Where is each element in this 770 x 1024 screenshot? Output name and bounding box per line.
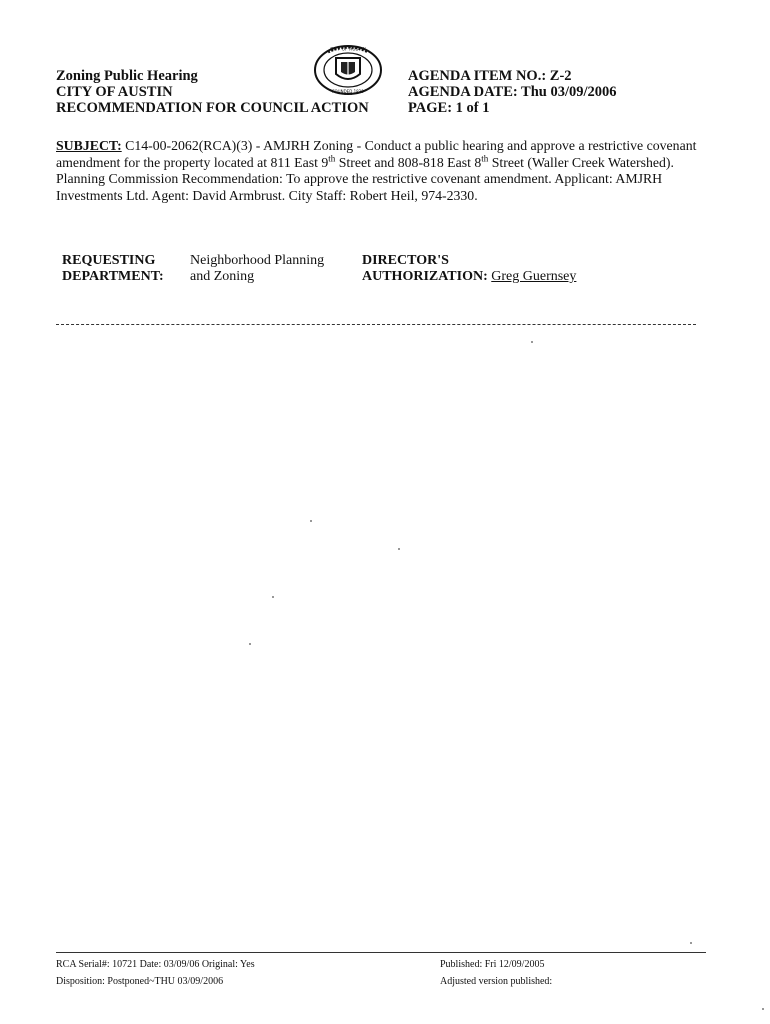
header-right-block xyxy=(408,68,617,116)
adjusted-version: Adjusted version published: xyxy=(440,976,553,987)
subject-superscript-1: th xyxy=(328,152,336,163)
published-date: Published: Fri 12/09/2005 xyxy=(440,959,545,970)
scan-speck xyxy=(531,341,533,343)
requesting-label-line1: REQUESTING xyxy=(62,253,156,268)
hearing-type: Zoning Public Hearing xyxy=(56,68,198,84)
subject-superscript-2: th xyxy=(481,152,489,163)
city-seal-icon xyxy=(312,44,384,96)
disposition: Disposition: Postponed~THU 03/09/2006 xyxy=(56,976,224,987)
footer-right-block xyxy=(440,958,552,988)
requesting-label-line2: DEPARTMENT: xyxy=(62,269,164,284)
requesting-value-line2: and Zoning xyxy=(190,269,255,284)
director-authorization xyxy=(362,253,576,285)
subject-text-part2: Street and 808-818 East 8 xyxy=(335,154,482,170)
director-label-line2: AUTHORIZATION: xyxy=(362,269,488,284)
scan-speck xyxy=(398,548,400,550)
scan-speck xyxy=(690,942,692,944)
subject-text-part1: C14-00-2062(RCA)(3) - AMJRH Zoning - Conduct a public hearing and approve a restrictive covenant amendment for the property located at 811 East 9 xyxy=(56,138,697,170)
page-number: PAGE: 1 of 1 xyxy=(408,100,490,116)
seal-top-text: CITY OF AUSTIN xyxy=(330,47,366,53)
subject-text-part3: Street (Waller Creek Watershed). Planning Commission Recommendation: To approve the restrictive covenant amendment. Applicant: AMJRH Investments Ltd. Agent: David Armbrust. City Staff: Robert Heil, 974-2330. xyxy=(56,154,674,203)
scan-speck xyxy=(310,520,312,522)
footer-divider xyxy=(56,952,706,953)
rca-serial: RCA Serial#: 10721 Date: 03/09/06 Original: Yes xyxy=(56,959,255,970)
scan-speck xyxy=(249,643,251,645)
director-name: Greg Guernsey xyxy=(491,269,577,284)
subject-label: SUBJECT: xyxy=(56,138,122,153)
seal-bottom-text: FOUNDED 1839 xyxy=(332,89,364,94)
document-type: RECOMMENDATION FOR COUNCIL ACTION xyxy=(56,100,369,116)
requesting-value-line1: Neighborhood Planning xyxy=(190,253,325,268)
director-label-line1: DIRECTOR'S xyxy=(362,253,449,268)
requesting-department-value xyxy=(190,253,324,285)
footer-left-block xyxy=(56,958,255,988)
subject-paragraph xyxy=(56,138,716,204)
requesting-department-label xyxy=(62,253,164,285)
city-name: CITY OF AUSTIN xyxy=(56,84,173,100)
agenda-date: AGENDA DATE: Thu 03/09/2006 xyxy=(408,84,617,100)
dashed-divider xyxy=(56,324,696,325)
scan-speck xyxy=(272,596,274,598)
agenda-item-number: AGENDA ITEM NO.: Z-2 xyxy=(408,68,572,84)
scan-speck xyxy=(762,1008,764,1010)
